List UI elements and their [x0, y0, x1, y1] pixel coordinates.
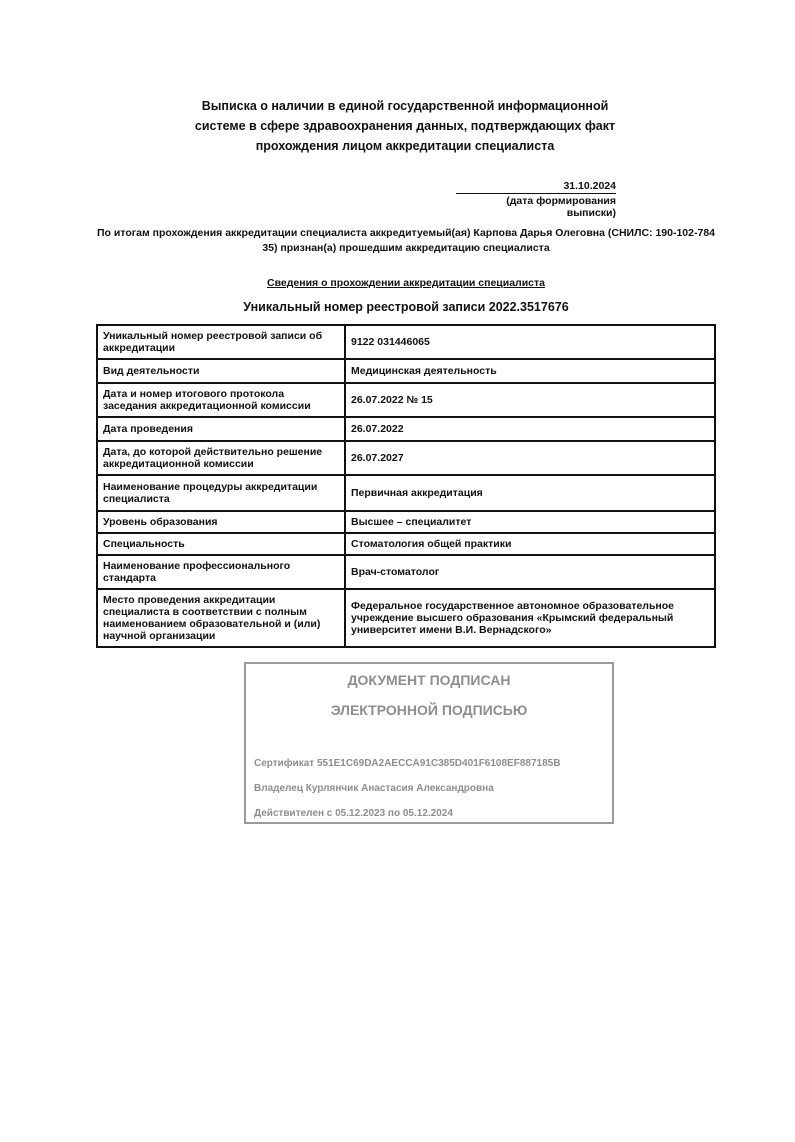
stamp-owner: Владелец Курлянчик Анастасия Александровна — [254, 783, 494, 794]
extract-date-block — [456, 180, 616, 219]
statement-line: По итогам прохождения аккредитации специалиста аккредитуемый(ая) Карпова Дарья Олеговна (СНИЛС: 190-102-784 — [97, 227, 715, 239]
row-value: Федеральное государственное автономное образовательное учреждение высшего образования «Крымский федеральный университет имени В.И. Вернадского» — [345, 589, 715, 647]
row-value: Стоматология общей практики — [345, 533, 715, 555]
stamp-title-line1: ДОКУМЕНТ ПОДПИСАН — [347, 672, 511, 688]
table-row — [97, 325, 715, 359]
row-value: 26.07.2022 — [345, 417, 715, 441]
section-heading: Сведения о прохождении аккредитации специалиста — [267, 277, 545, 289]
row-value: 26.07.2022 № 15 — [345, 383, 715, 417]
registry-number-heading: Уникальный номер реестровой записи 2022.3517676 — [243, 300, 569, 314]
title-line: системе в сфере здравоохранения данных, подтверждающих факт — [194, 119, 616, 133]
row-value: Высшее – специалитет — [345, 511, 715, 533]
row-label: Вид деятельности — [97, 359, 345, 383]
table-row — [97, 533, 715, 555]
extract-date: 31.10.2024 — [456, 180, 616, 194]
row-value: Первичная аккредитация — [345, 475, 715, 511]
row-label: Дата, до которой действительно решение аккредитационной комиссии — [97, 441, 345, 475]
row-label: Дата проведения — [97, 417, 345, 441]
table-row — [97, 555, 715, 589]
statement-line: 35) признан(а) прошедшим аккредитацию специалиста — [262, 242, 550, 254]
table-row — [97, 359, 715, 383]
row-value: 9122 031446065 — [345, 325, 715, 359]
table-row — [97, 511, 715, 533]
table-row — [97, 417, 715, 441]
row-label: Уровень образования — [97, 511, 345, 533]
document-title — [150, 96, 660, 156]
title-line: Выписка о наличии в единой государственной информационной — [201, 99, 609, 113]
accreditation-info-table — [96, 324, 716, 648]
stamp-validity: Действителен с 05.12.2023 по 05.12.2024 — [254, 808, 453, 819]
row-label: Наименование профессионального стандарта — [97, 555, 345, 589]
row-value: 26.07.2027 — [345, 441, 715, 475]
row-label: Дата и номер итогового протокола заседания аккредитационной комиссии — [97, 383, 345, 417]
row-label: Уникальный номер реестровой записи об аккредитации — [97, 325, 345, 359]
table-row — [97, 475, 715, 511]
stamp-title-line2: ЭЛЕКТРОННОЙ ПОДПИСЬЮ — [330, 702, 528, 718]
extract-date-caption: (дата формирования выписки) — [506, 195, 616, 219]
row-value: Медицинская деятельность — [345, 359, 715, 383]
row-value: Врач-стоматолог — [345, 555, 715, 589]
row-label: Место проведения аккредитации специалиста в соответствии с полным наименованием образовательной и (или) научной организации — [97, 589, 345, 647]
accreditation-statement — [96, 226, 716, 256]
row-label: Специальность — [97, 533, 345, 555]
title-line: прохождения лицом аккредитации специалиста — [255, 139, 555, 153]
electronic-signature-stamp — [244, 662, 614, 824]
stamp-certificate: Сертификат 551E1C69DA2AECCA91C385D401F6108EF887185B — [254, 758, 561, 769]
row-label: Наименование процедуры аккредитации специалиста — [97, 475, 345, 511]
table-row — [97, 589, 715, 647]
table-row — [97, 441, 715, 475]
table-row — [97, 383, 715, 417]
